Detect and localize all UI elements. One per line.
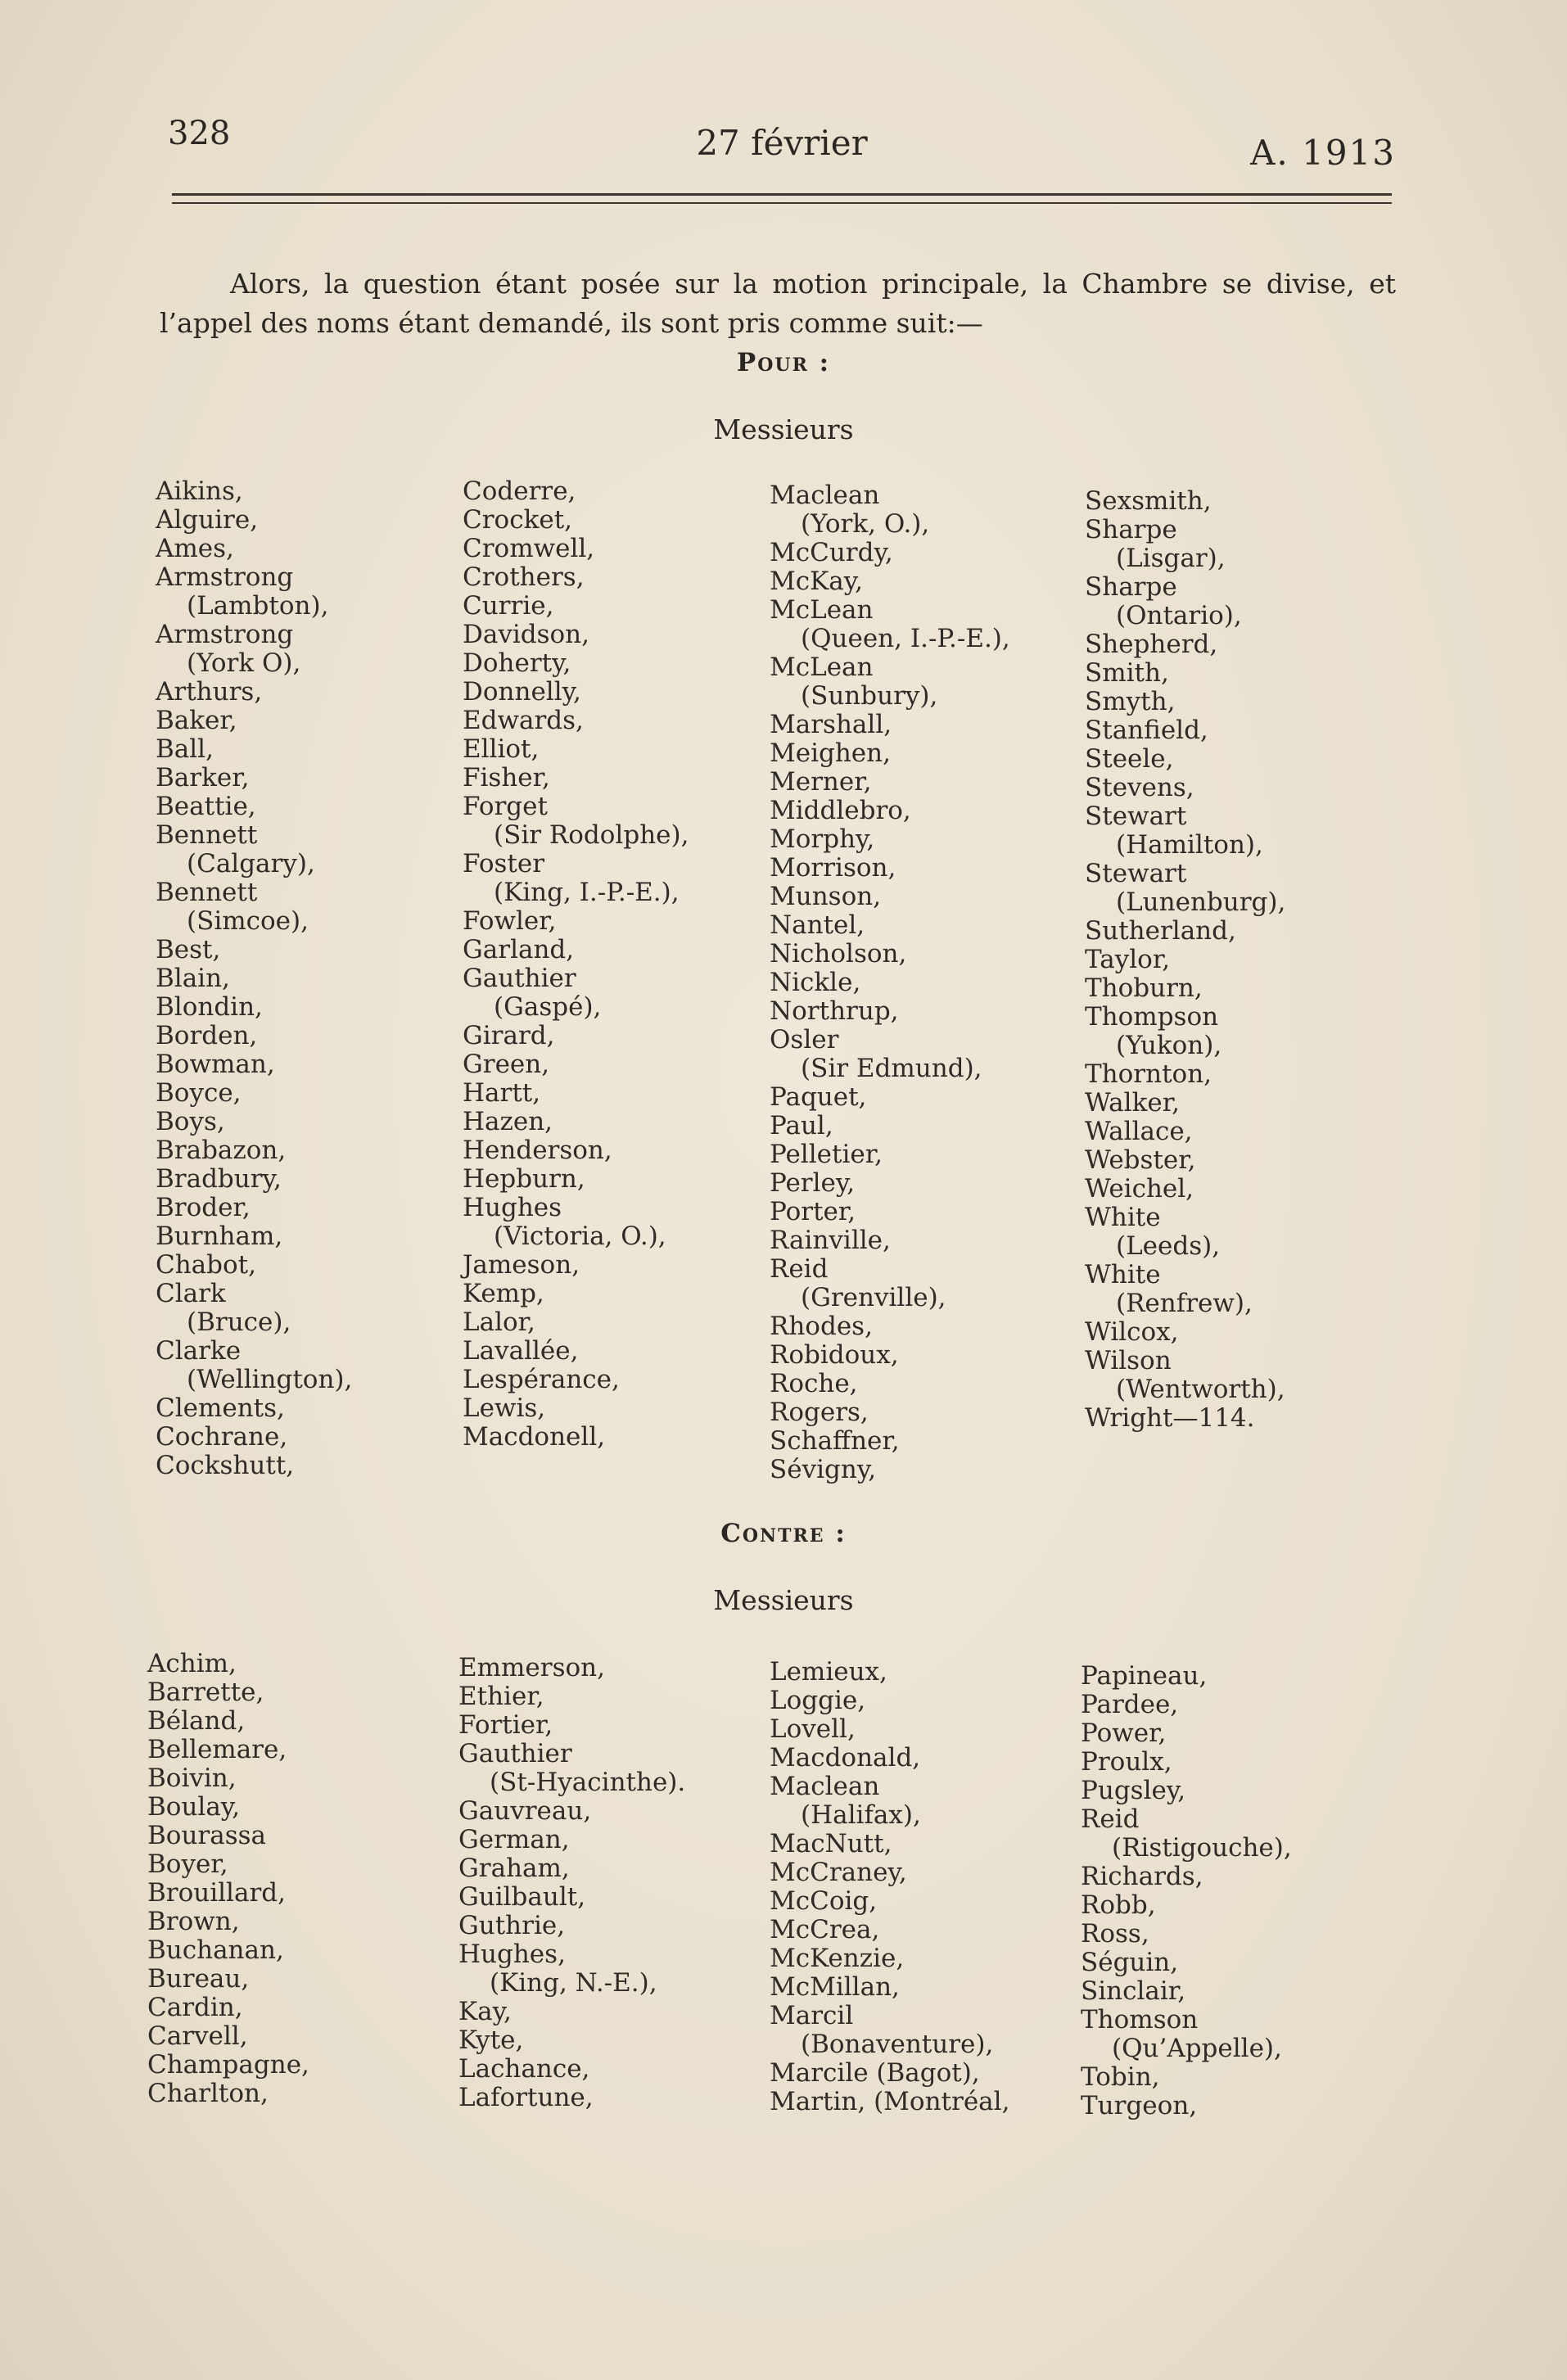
member-name: Wilson [1085, 1346, 1172, 1375]
member-name: Maclean [770, 1772, 880, 1801]
header-rule [172, 193, 1392, 196]
member-name: Fortier, [458, 1710, 553, 1740]
contre-column-4 [1081, 1662, 1375, 2120]
member-name: Boulay, [147, 1792, 241, 1822]
member-name: Macdonell, [463, 1422, 606, 1452]
member-name: Henderson, [463, 1136, 612, 1165]
member-name: Hepburn, [463, 1164, 585, 1194]
member-name: Kemp, [463, 1279, 544, 1308]
member-name: Doherty, [463, 648, 571, 678]
member-name: Papineau, [1081, 1661, 1208, 1691]
pour-subtitle: Messieurs [713, 413, 854, 445]
member-name: Gauvreau, [458, 1796, 592, 1826]
member-name: Lalor, [463, 1307, 535, 1337]
member-name: Rogers, [770, 1398, 869, 1427]
member-name: Edwards, [463, 706, 584, 735]
member-name: Blondin, [156, 992, 263, 1022]
pour-column-4 [1085, 487, 1380, 1433]
member-name: McLean [770, 595, 874, 625]
member-name: Fisher, [463, 763, 550, 793]
member-name: Cockshutt, [156, 1451, 295, 1480]
member-name: (Ontario), [1116, 601, 1242, 630]
member-name: Thompson [1085, 1002, 1219, 1032]
member-name: Osler [770, 1025, 839, 1055]
member-name: (Sunbury), [801, 681, 938, 711]
member-name: German, [458, 1825, 570, 1854]
member-name: Nicholson, [770, 939, 907, 969]
member-name: Roche, [770, 1369, 858, 1398]
member-name: Paul, [770, 1111, 833, 1140]
member-name: McCurdy, [770, 538, 893, 567]
member-name: Paquet, [770, 1082, 867, 1112]
member-name: Clark [156, 1279, 226, 1308]
member-name: Reid [1081, 1804, 1140, 1834]
pour-column-3 [770, 481, 1064, 1484]
member-name: Proulx, [1081, 1747, 1172, 1777]
contre-column-2 [458, 1654, 753, 2112]
member-name: Currie, [463, 591, 554, 621]
member-name: McCrea, [770, 1915, 880, 1944]
member-name: Thornton, [1085, 1059, 1213, 1089]
member-name: Aikins, [156, 476, 243, 506]
member-name: Buchanan, [147, 1935, 284, 1965]
member-name: Cochrane, [156, 1422, 288, 1452]
page-header [168, 115, 1396, 172]
member-name: Kyte, [458, 2025, 524, 2055]
member-name: Morphy, [770, 824, 875, 854]
member-name: Stevens, [1085, 773, 1194, 802]
member-name: Champagne, [147, 2050, 309, 2080]
member-name: Alguire, [156, 505, 259, 535]
member-name: McCoig, [770, 1886, 878, 1916]
member-name: Garland, [463, 935, 575, 964]
member-name: Sharpe [1085, 572, 1177, 602]
member-name: Charlton, [147, 2079, 269, 2108]
member-name: Smyth, [1085, 687, 1176, 716]
member-name: Hughes, [458, 1940, 566, 1969]
member-name: Coderre, [463, 476, 576, 506]
member-name: Clements, [156, 1393, 285, 1423]
member-name: Wright—114. [1085, 1403, 1255, 1433]
member-name: Reid [770, 1254, 829, 1284]
member-name: (Halifax), [801, 1800, 921, 1830]
pour-column-1 [156, 477, 450, 1480]
member-name: Bourassa [147, 1821, 267, 1850]
member-name: Smith, [1085, 658, 1169, 688]
member-name: Armstrong [156, 562, 294, 592]
member-name: Guilbault, [458, 1882, 586, 1912]
page-date: 27 février [696, 123, 868, 163]
member-name: Chabot, [156, 1250, 256, 1280]
member-name: (Renfrew), [1116, 1289, 1253, 1318]
member-name: Power, [1081, 1718, 1167, 1748]
member-name: (York, O.), [801, 509, 930, 539]
member-name: (Sir Edmund), [801, 1054, 982, 1083]
member-name: McLean [770, 653, 874, 682]
member-name: Sévigny, [770, 1455, 877, 1484]
member-name: Taylor, [1085, 945, 1171, 974]
member-name: Robidoux, [770, 1340, 899, 1370]
member-name: Bellemare, [147, 1735, 287, 1764]
member-name: Martin, (Montréal, [770, 2087, 1010, 2116]
contre-title: Contre : [720, 1519, 847, 1548]
member-name: Richards, [1081, 1862, 1203, 1891]
member-name: Boys, [156, 1107, 225, 1136]
member-name: Macdonald, [770, 1743, 921, 1773]
member-name: Lavallée, [463, 1336, 579, 1366]
pour-column-2 [463, 477, 757, 1452]
member-name: (Grenville), [801, 1283, 946, 1312]
member-name: (Queen, I.-P.-E.), [801, 624, 1010, 653]
member-name: Perley, [770, 1168, 856, 1198]
member-name: (St-Hyacinthe). [490, 1768, 686, 1797]
member-name: Ames, [156, 534, 234, 563]
member-name: Marcile (Bagot), [770, 2058, 980, 2088]
member-name: Cardin, [147, 1993, 243, 2022]
member-name: Armstrong [156, 620, 294, 649]
member-name: MacNutt, [770, 1829, 892, 1858]
member-name: Forget [463, 792, 548, 821]
member-name: Weichel, [1085, 1174, 1194, 1204]
contre-subtitle: Messieurs [713, 1584, 854, 1616]
member-name: Thoburn, [1085, 973, 1203, 1003]
member-name: (Wentworth), [1116, 1375, 1285, 1404]
member-name: White [1085, 1260, 1161, 1289]
member-name: Meighen, [770, 738, 891, 768]
member-name: Sexsmith, [1085, 486, 1212, 516]
header-rule-thin [172, 202, 1392, 204]
member-name: Middlebro, [770, 796, 911, 825]
member-name: Rainville, [770, 1226, 891, 1255]
member-name: Crocket, [463, 505, 573, 535]
member-name: Wilcox, [1085, 1317, 1179, 1347]
member-name: (Hamilton), [1116, 830, 1263, 860]
member-name: Bradbury, [156, 1164, 282, 1194]
member-name: Lewis, [463, 1393, 546, 1423]
member-name: Pelletier, [770, 1140, 883, 1169]
member-name: Nantel, [770, 910, 865, 940]
member-name: Cromwell, [463, 534, 595, 563]
member-name: Boyce, [156, 1078, 242, 1108]
member-name: (Wellington), [187, 1365, 353, 1394]
member-name: Webster, [1085, 1145, 1196, 1175]
member-name: Sutherland, [1085, 916, 1236, 946]
member-name: (York O), [187, 648, 301, 678]
member-name: (Lunenburg), [1116, 887, 1286, 917]
member-name: Emmerson, [458, 1653, 605, 1682]
member-name: Gauthier [463, 964, 576, 993]
member-name: White [1085, 1203, 1161, 1232]
member-name: Bureau, [147, 1964, 250, 1994]
member-name: (Bruce), [187, 1307, 291, 1337]
member-name: Ball, [156, 734, 214, 764]
member-name: Sharpe [1085, 515, 1177, 544]
member-name: Brown, [147, 1907, 240, 1936]
member-name: Ross, [1081, 1919, 1149, 1949]
member-name: Northrup, [770, 996, 899, 1026]
contre-column-1 [147, 1650, 442, 2108]
member-name: Gauthier [458, 1739, 572, 1768]
member-name: Crothers, [463, 562, 585, 592]
member-name: (Calgary), [187, 849, 315, 878]
member-name: Baker, [156, 706, 237, 735]
member-name: Porter, [770, 1197, 856, 1226]
member-name: Arthurs, [156, 677, 263, 707]
member-name: Lachance, [458, 2054, 590, 2084]
member-name: (King, N.-E.), [490, 1968, 657, 1998]
member-name: Lemieux, [770, 1657, 887, 1687]
member-name: Tobin, [1081, 2062, 1160, 2092]
member-name: Donnelly, [463, 677, 581, 707]
member-name: (King, I.-P.-E.), [494, 878, 680, 907]
member-name: Sinclair, [1081, 1976, 1186, 2006]
member-name: Jameson, [463, 1250, 580, 1280]
member-name: Pardee, [1081, 1690, 1179, 1719]
member-name: (Gaspé), [494, 992, 602, 1022]
member-name: Kay, [458, 1997, 512, 2026]
member-name: Béland, [147, 1706, 246, 1736]
page-number: 328 [168, 115, 231, 152]
member-name: Brabazon, [156, 1136, 287, 1165]
member-name: Beattie, [156, 792, 256, 821]
member-name: Stanfield, [1085, 716, 1208, 745]
member-name: Achim, [147, 1649, 237, 1678]
member-name: Bennett [156, 820, 258, 850]
member-name: Stewart [1085, 859, 1187, 888]
member-name: Girard, [463, 1021, 555, 1050]
member-name: (Leeds), [1116, 1231, 1221, 1261]
member-name: Thomson [1081, 2005, 1199, 2035]
member-name: (Yukon), [1116, 1031, 1222, 1060]
member-name: (Bonaventure), [801, 2030, 994, 2059]
member-name: Guthrie, [458, 1911, 566, 1940]
member-name: Walker, [1085, 1088, 1180, 1118]
member-name: Marcil [770, 2001, 854, 2030]
member-name: (Simcoe), [187, 906, 309, 936]
member-name: Hartt, [463, 1078, 541, 1108]
member-name: (Victoria, O.), [494, 1222, 666, 1251]
member-name: Séguin, [1081, 1948, 1179, 1977]
member-name: Bennett [156, 878, 258, 907]
member-name: Lespérance, [463, 1365, 620, 1394]
member-name: McKenzie, [770, 1944, 905, 1973]
member-name: Ethier, [458, 1682, 544, 1711]
member-name: Elliot, [463, 734, 540, 764]
member-name: (Sir Rodolphe), [494, 820, 689, 850]
member-name: (Lambton), [187, 591, 329, 621]
member-name: McKay, [770, 567, 863, 596]
member-name: Foster [463, 849, 545, 878]
member-name: Marshall, [770, 710, 892, 739]
member-name: Lovell, [770, 1714, 856, 1744]
member-name: Munson, [770, 882, 882, 911]
member-name: Clarke [156, 1336, 242, 1366]
member-name: Robb, [1081, 1890, 1156, 1920]
member-name: Barrette, [147, 1678, 264, 1707]
member-name: Green, [463, 1050, 550, 1079]
member-name: Fowler, [463, 906, 557, 936]
member-name: Boyer, [147, 1849, 228, 1879]
member-name: Broder, [156, 1193, 251, 1222]
member-name: Shepherd, [1085, 630, 1218, 659]
member-name: Turgeon, [1081, 2091, 1198, 2120]
member-name: McCraney, [770, 1858, 907, 1887]
member-name: Carvell, [147, 2021, 248, 2051]
member-name: Boivin, [147, 1764, 237, 1793]
member-name: Pugsley, [1081, 1776, 1186, 1805]
member-name: Blain, [156, 964, 230, 993]
member-name: Bowman, [156, 1050, 275, 1079]
member-name: Lafortune, [458, 2083, 594, 2112]
contre-column-3 [770, 1658, 1064, 2116]
member-name: Wallace, [1085, 1117, 1193, 1146]
member-name: Maclean [770, 481, 880, 510]
member-name: Burnham, [156, 1222, 283, 1251]
member-name: Barker, [156, 763, 250, 793]
member-name: Hazen, [463, 1107, 553, 1136]
member-name: Merner, [770, 767, 872, 797]
member-name: Brouillard, [147, 1878, 286, 1908]
member-name: Best, [156, 935, 221, 964]
member-name: Morrison, [770, 853, 896, 883]
member-name: (Ristigouche), [1112, 1833, 1292, 1863]
member-name: Schaffner, [770, 1426, 900, 1456]
member-name: McMillan, [770, 1972, 900, 2002]
page-year: A. 1913 [1250, 133, 1396, 173]
member-name: (Lisgar), [1116, 544, 1226, 573]
intro-paragraph: Alors, la question étant posée sur la motion principale, la Chambre se divise, et l’appel des noms étant demandé, ils sont pris comme suit:— [160, 268, 1396, 339]
member-name: (Qu’Appelle), [1112, 2034, 1282, 2063]
pour-title: Pour : [736, 348, 831, 377]
member-name: Hughes [463, 1193, 562, 1222]
member-name: Davidson, [463, 620, 589, 649]
member-name: Stewart [1085, 802, 1187, 831]
member-name: Rhodes, [770, 1312, 873, 1341]
member-name: Loggie, [770, 1686, 866, 1715]
member-name: Steele, [1085, 744, 1174, 774]
member-name: Graham, [458, 1854, 570, 1883]
member-name: Borden, [156, 1021, 258, 1050]
member-name: Nickle, [770, 968, 861, 997]
